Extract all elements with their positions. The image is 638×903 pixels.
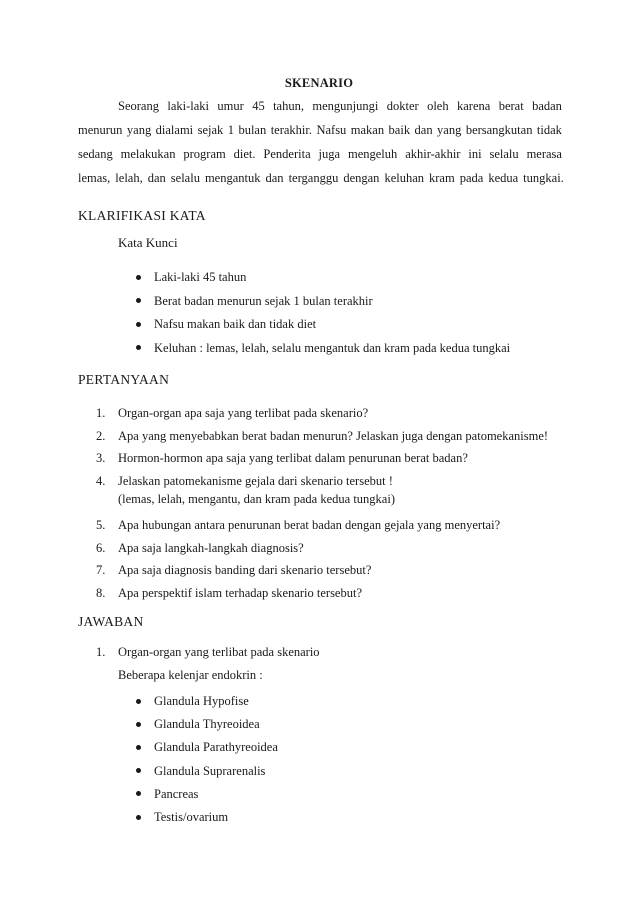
scenario-word: bulan	[238, 123, 267, 137]
bullet-icon	[136, 345, 141, 350]
scenario-word: dengan	[343, 171, 380, 185]
scenario-word: 45	[252, 99, 265, 113]
scenario-word: mengunjungi	[312, 99, 379, 113]
scenario-word: dokter	[386, 99, 419, 113]
scenario-word: Penderita	[263, 147, 311, 161]
question-number: 8.	[96, 585, 106, 600]
scenario-word: juga	[318, 147, 341, 161]
question-number: 2.	[96, 428, 106, 443]
scenario-word: sejak	[197, 123, 224, 137]
scenario-word: dan	[414, 123, 433, 137]
page-title: SKENARIO	[284, 76, 354, 90]
scenario-word: Nafsu	[316, 123, 347, 137]
klarifikasi-heading: KLARIFIKASI KATA	[78, 208, 206, 223]
question-number: 1.	[96, 406, 106, 420]
question-text: Hormon-hormon apa saja yang terlibat dalam penurunan berat badan?	[118, 451, 468, 465]
scenario-word: diet.	[233, 147, 256, 161]
scenario-word: selalu	[489, 147, 519, 161]
scenario-word: mengeluh	[347, 147, 398, 161]
answer-text: Organ-organ yang terlibat pada skenario	[118, 645, 320, 659]
scenario-word: akhir-akhir	[405, 147, 461, 161]
scenario-word: laki-laki	[167, 99, 210, 113]
bullet-icon	[136, 745, 141, 750]
scenario-word: terakhir.	[270, 123, 312, 137]
scenario-word: pada	[459, 171, 484, 185]
scenario-word: ini	[468, 147, 482, 161]
question-number: 5.	[96, 518, 106, 532]
gland-item	[136, 690, 278, 713]
question-text: Apa saja langkah-langkah diagnosis?	[118, 540, 304, 555]
keyword-item-text: Berat badan menurun sejak 1 bulan terakhir	[154, 293, 373, 308]
gland-item-text: Testis/ovarium	[154, 809, 229, 824]
scenario-word: karena	[456, 99, 491, 113]
question-text: Apa hubungan antara penurunan berat badan dengan gejala yang menyertai?	[118, 518, 501, 532]
gland-item-text: Glandula Thyreoidea	[154, 717, 260, 732]
scenario-word: selalu	[170, 171, 200, 185]
scenario-word: umur	[217, 99, 244, 113]
keyword-item	[136, 290, 510, 314]
answer-subtext: Beberapa kelenjar endokrin :	[118, 668, 263, 682]
gland-item	[136, 736, 278, 759]
scenario-word: tahun,	[273, 99, 304, 113]
scenario-word: yang	[437, 123, 462, 137]
scenario-word: program	[183, 147, 226, 161]
gland-item-text: Glandula Parathyreoidea	[154, 740, 278, 755]
question-item	[96, 582, 500, 605]
scenario-paragraph	[78, 94, 562, 190]
answer-number: 1.	[96, 645, 106, 659]
scenario-word: Seorang	[118, 99, 159, 113]
gland-list	[136, 690, 278, 829]
question-number: 6.	[96, 540, 106, 555]
scenario-word: kedua	[488, 171, 519, 185]
question-number: 4.	[96, 473, 106, 488]
keyword-list	[136, 266, 510, 360]
keyword-item	[136, 337, 510, 361]
bullet-icon	[136, 815, 141, 820]
question-4-subtext: (lemas, lelah, mengantu, dan kram pada kedua tungkai)	[118, 492, 395, 506]
scenario-word: kram	[429, 171, 455, 185]
bullet-icon	[136, 322, 141, 327]
scenario-word: baik	[388, 123, 411, 137]
question-list-continued	[96, 514, 500, 604]
keyword-item-text: Nafsu makan baik dan tidak diet	[154, 317, 317, 331]
scenario-word: dan	[265, 171, 284, 185]
keyword-item-text: Keluhan : lemas, lelah, selalu mengantuk dan kram pada kedua tungkai	[154, 340, 511, 355]
bullet-icon	[136, 791, 141, 796]
gland-item-text: Pancreas	[154, 786, 199, 801]
question-item	[96, 514, 500, 537]
pertanyaan-heading: PERTANYAAN	[78, 372, 170, 387]
question-text: Apa perspektif islam terhadap skenario tersebut?	[118, 585, 363, 600]
scenario-word: makan	[350, 123, 385, 137]
question-item	[96, 447, 548, 470]
keyword-item	[136, 313, 510, 337]
question-item	[96, 537, 500, 560]
scenario-word: yang	[126, 123, 152, 137]
bullet-icon	[136, 768, 141, 773]
scenario-word: lelah,	[115, 171, 143, 185]
scenario-word: menurun	[78, 123, 123, 137]
scenario-word: sedang	[78, 147, 113, 161]
scenario-word: terganggu	[288, 171, 339, 185]
scenario-word: dialami	[155, 123, 194, 137]
keyword-item	[136, 266, 510, 290]
scenario-word: lemas,	[78, 171, 111, 185]
scenario-line	[78, 118, 562, 142]
scenario-word: melakukan	[120, 147, 176, 161]
scenario-word: badan	[532, 99, 562, 113]
gland-item	[136, 783, 278, 806]
scenario-word: oleh	[427, 99, 449, 113]
scenario-word: tungkai.	[523, 171, 564, 185]
question-text: Apa yang menyebabkan berat badan menurun? Jelaskan juga dengan patomekanisme!	[118, 428, 549, 443]
question-item	[96, 470, 548, 493]
question-item	[96, 402, 548, 425]
scenario-word: merasa	[526, 147, 562, 161]
question-list	[96, 402, 548, 492]
scenario-word: bersangkutan	[465, 123, 533, 137]
bullet-icon	[136, 722, 141, 727]
kata-kunci-subheading: Kata Kunci	[118, 235, 178, 250]
scenario-word: keluhan	[384, 171, 425, 185]
scenario-line	[78, 166, 562, 190]
scenario-line	[78, 142, 562, 166]
bullet-icon	[136, 298, 141, 303]
gland-item	[136, 806, 278, 829]
gland-item	[136, 713, 278, 736]
keyword-item-text: Laki-laki 45 tahun	[154, 270, 247, 284]
scenario-line	[78, 94, 562, 118]
gland-item	[136, 760, 278, 783]
question-number: 3.	[96, 451, 106, 465]
question-text: Jelaskan patomekanisme gejala dari skenario tersebut !	[118, 473, 393, 488]
scenario-word: 1	[227, 123, 234, 137]
question-item	[96, 425, 548, 448]
scenario-word: tidak	[536, 123, 562, 137]
question-text: Apa saja diagnosis banding dari skenario tersebut?	[118, 563, 372, 577]
gland-item-text: Glandula Hypofise	[154, 694, 249, 708]
jawaban-heading: JAWABAN	[78, 614, 144, 629]
question-number: 7.	[96, 563, 106, 577]
bullet-icon	[136, 275, 141, 280]
question-text: Organ-organ apa saja yang terlibat pada skenario?	[118, 406, 369, 420]
scenario-word: dan	[147, 171, 166, 185]
question-item	[96, 559, 500, 582]
bullet-icon	[136, 699, 141, 704]
scenario-word: berat	[498, 99, 524, 113]
scenario-word: mengantuk	[204, 171, 261, 185]
answer-item	[96, 645, 320, 660]
gland-item-text: Glandula Suprarenalis	[154, 763, 266, 778]
